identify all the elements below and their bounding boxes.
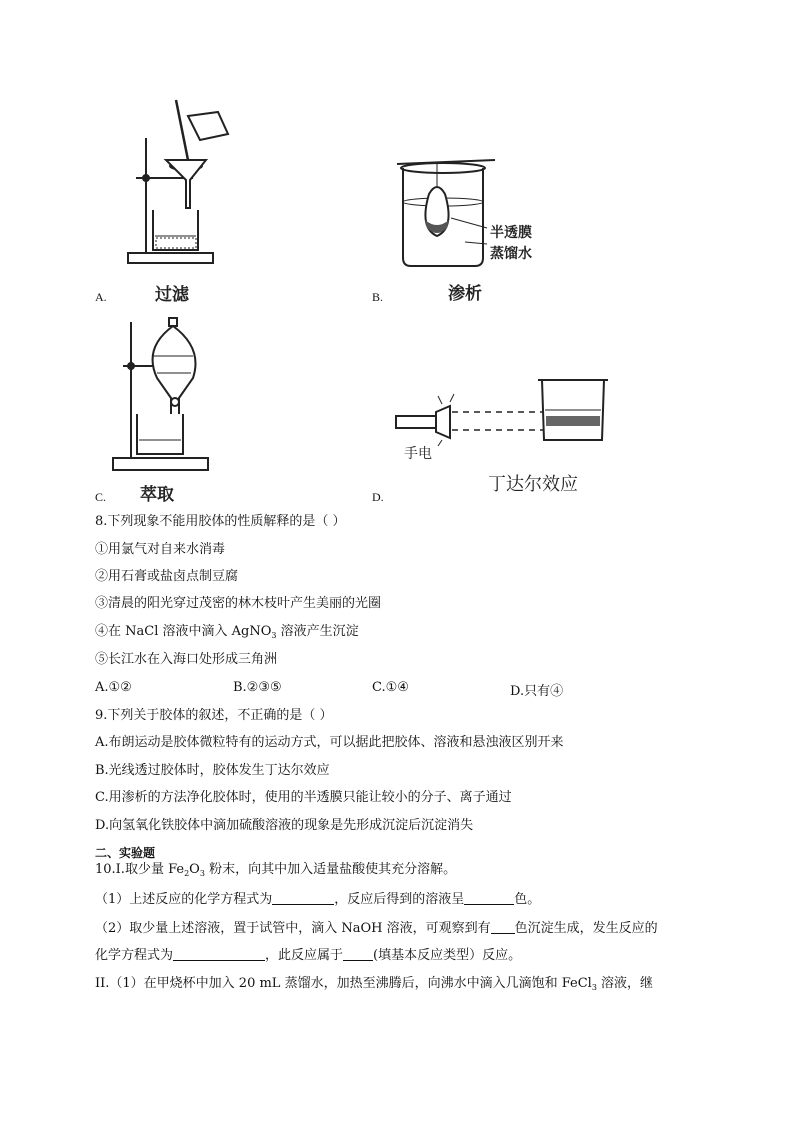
- figure-b-letter: B.: [372, 290, 384, 304]
- filtration-apparatus-illustration: [118, 98, 238, 273]
- equation-blank-1[interactable]: [272, 892, 334, 905]
- color-blank-1[interactable]: [464, 892, 514, 905]
- figure-d-letter: D.: [372, 490, 384, 504]
- q8-item-2: ②用石膏或盐卤点制豆腐: [95, 569, 239, 584]
- q10-part1: （1）上述反应的化学方程式为 ，反应后得到的溶液呈 色。: [95, 892, 541, 907]
- q9-option-a[interactable]: A.布朗运动是胶体微粒特有的运动方式，可以据此把胶体、溶液和悬浊液区别开来: [95, 735, 564, 750]
- q8-option-a[interactable]: A.①②: [95, 680, 132, 695]
- q8-item-3: ③清晨的阳光穿过茂密的林木枝叶产生美丽的光圈: [95, 596, 382, 611]
- q8-item-4: ④在 NaCl 溶液中滴入 AgNO$_3$ 溶液产生沉淀: [95, 624, 359, 640]
- q10-intro: 10.I.取少量 $Fe_2O_3$ 粉末，向其中加入适量盐酸使其充分溶解。: [95, 862, 457, 878]
- q8-option-b[interactable]: B.②③⑤: [233, 680, 282, 695]
- figure-a-letter: A.: [95, 290, 107, 304]
- q9-option-d[interactable]: D.向氢氧化铁胶体中滴加硫酸溶液的现象是先形成沉淀后沉淀消失: [95, 818, 474, 833]
- q10-part2-line2: 化学方程式为 ，此反应属于 (填基本反应类型）反应。: [95, 948, 522, 963]
- membrane-label: 半透膜: [490, 225, 532, 241]
- tyndall-effect-illustration: [392, 378, 612, 448]
- q9-stem: 9.下列关于胶体的叙述，不正确的是（ ）: [95, 708, 333, 723]
- reaction-type-blank[interactable]: [343, 948, 373, 961]
- color-blank-2[interactable]: [491, 921, 515, 934]
- flashlight-label: 手电: [404, 446, 432, 462]
- figure-b-caption: 渗析: [448, 284, 482, 304]
- q8-item-5: ⑤长江水在入海口处形成三角洲: [95, 652, 278, 667]
- figure-c-caption: 萃取: [140, 485, 174, 505]
- q8-option-c[interactable]: C.①④: [372, 680, 409, 695]
- figure-c-letter: C.: [95, 490, 107, 504]
- q8-option-d[interactable]: D.只有④: [510, 684, 564, 699]
- figure-a-caption: 过滤: [155, 285, 189, 305]
- q9-option-c[interactable]: C.用渗析的方法净化胶体时，使用的半透膜只能让较小的分子、离子通过: [95, 790, 512, 805]
- q10-part2-line1: （2）取少量上述溶液，置于试管中，滴入 NaOH 溶液，可观察到有 色沉淀生成，发生反应的: [95, 921, 658, 936]
- q9-option-b[interactable]: B.光线透过胶体时，胶体发生丁达尔效应: [95, 763, 330, 778]
- figure-d-caption: 丁达尔效应: [488, 474, 578, 495]
- q10-part3: II.（1）在甲烧杯中加入 20 mL 蒸馏水，加热至沸腾后，向沸水中滴入几滴饱和 FeCl$_3$ 溶液，继: [95, 976, 654, 992]
- separatory-funnel-illustration: [113, 318, 223, 478]
- q8-item-1: ①用氯气对自来水消毒: [95, 542, 226, 557]
- q8-stem: 8.下列现象不能用胶体的性质解释的是（ ）: [95, 514, 346, 529]
- distilled-water-label: 蒸馏水: [490, 246, 532, 262]
- equation-blank-2[interactable]: [173, 948, 265, 961]
- section-heading: 二、实验题: [95, 846, 156, 860]
